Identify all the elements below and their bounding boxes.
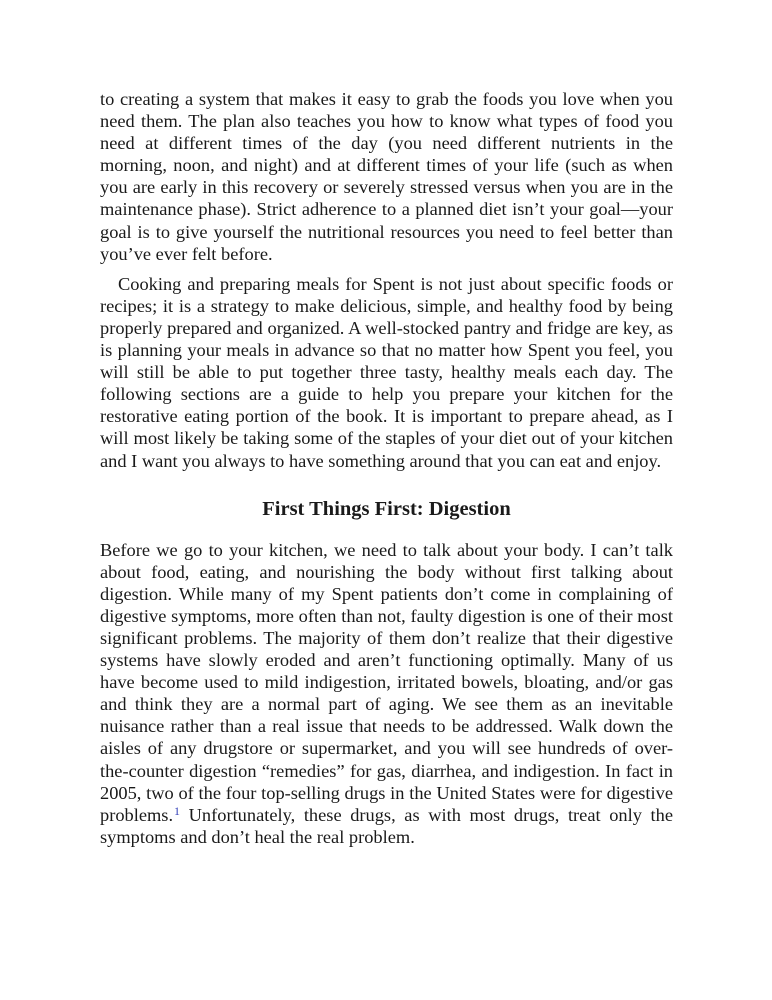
paragraph-2: Cooking and preparing meals for Spent is not just about specific foods or recipes; it is a strategy to make delicious, simple, and healthy food by being properly prepared and organized. A well-stocked pantry and fridge are key, as is planning your meals in advance so that no matter how Spent you feel, you will still be able to put together three tasty, healthy meals each day. The following sections are a guide to help you prepare your kitchen for the restorative eating portion of the book. It is important to prepare ahead, as I will most likely be taking some of the staples of your diet out of your kitchen and I want you always to have something around that you can eat and enjoy. (100, 273, 673, 471)
section-heading: First Things First: Digestion (262, 497, 511, 520)
paragraph-3-text-before-note: Before we go to your kitchen, we need to talk about your body. I can’t talk about food, eating, and nourishing the body without first talking about digestion. While many of my Spent patients don’t come in complaining of digestive symptoms, more often than not, faulty digestion is one of their most significant problems. The majority of them don’t realize that their digestive systems have slowly eroded and aren’t functioning optimally. Many of us have become used to mild indigestion, irritated bowels, bloating, and/or gas and think they are a normal part of aging. We see them as an inevitable nuisance rather than a real issue that needs to be addressed. Walk down the aisles of any drugstore or supermarket, and you will see hundreds of over-the-counter digestion “remedies” for gas, diarrhea, and indigestion. In fact in 2005, two of the four top-selling drugs in the United States were for digestive problems. (100, 539, 673, 825)
document-page (100, 88, 673, 848)
paragraph-3-text-after-note: Unfortunately, these drugs, as with most drugs, treat only the symptoms and don’t heal the real problem. (100, 804, 673, 847)
paragraph-1: to creating a system that makes it easy to grab the foods you love when you need them. The plan also teaches you how to know what types of food you need at different times of the day (you need different nutrients in the morning, noon, and night) and at different times of your life (such as when you are early in this recovery or severely stressed versus when you are in the maintenance phase). Strict adherence to a planned diet isn’t your goal—your goal is to give yourself the nutritional resources you need to feel better than you’ve ever felt before. (100, 89, 673, 264)
footnote-reference-link[interactable]: 1 (174, 803, 181, 818)
paragraph-3 (100, 539, 673, 848)
